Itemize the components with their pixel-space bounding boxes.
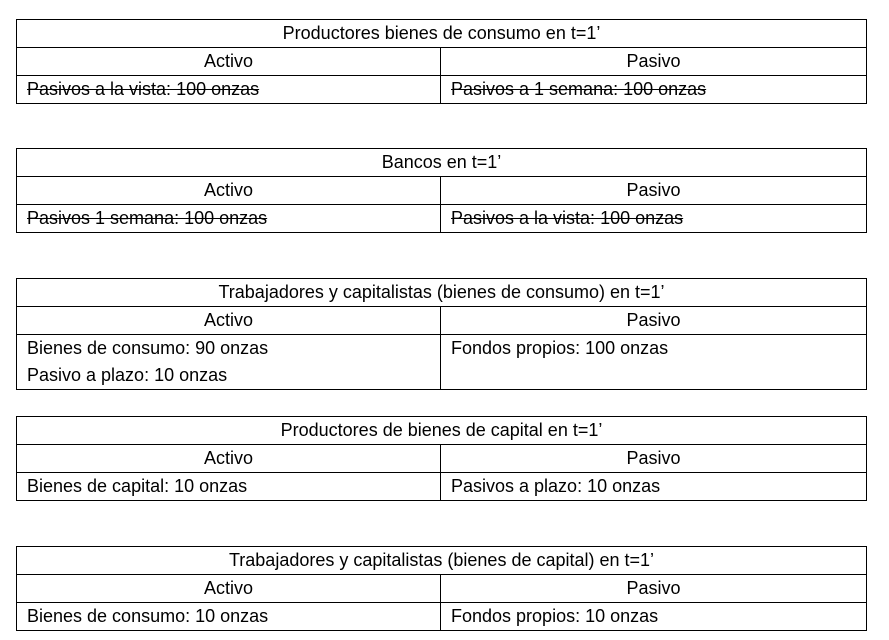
assets-header: Activo (17, 575, 441, 603)
assets-header: Activo (17, 445, 441, 473)
balance-sheet-consumer-workers-capitalists (16, 278, 867, 390)
assets-cell (17, 205, 441, 233)
liabilities-cell (441, 335, 867, 390)
liabilities-header: Pasivo (441, 48, 867, 76)
assets-cell (17, 473, 441, 501)
balance-sheet-capital-workers-capitalists (16, 546, 867, 631)
balance-sheet-consumer-goods-producers (16, 19, 867, 104)
asset-line: Pasivo a plazo: 10 onzas (27, 365, 228, 385)
asset-line: Bienes de consumo: 90 onzas (27, 338, 269, 358)
liabilities-header: Pasivo (441, 307, 867, 335)
liabilities-cell (441, 603, 867, 631)
liabilities-header: Pasivo (441, 445, 867, 473)
asset-line: Bienes de consumo: 10 onzas (27, 606, 269, 626)
liability-line: Fondos propios: 100 onzas (451, 338, 669, 358)
asset-line: Pasivos a la vista: 100 onzas (27, 79, 260, 99)
assets-header: Activo (17, 48, 441, 76)
liabilities-cell (441, 76, 867, 104)
liability-line: Pasivos a 1 semana: 100 onzas (451, 79, 707, 99)
assets-cell (17, 335, 441, 390)
liability-line: Pasivos a la vista: 100 onzas (451, 208, 684, 228)
balance-sheet-banks (16, 148, 867, 233)
liability-line: Fondos propios: 10 onzas (451, 606, 659, 626)
table-title: Productores de bienes de capital en t=1’ (17, 417, 867, 445)
table-title: Trabajadores y capitalistas (bienes de consumo) en t=1’ (17, 279, 867, 307)
asset-line: Pasivos 1 semana: 100 onzas (27, 208, 268, 228)
assets-header: Activo (17, 307, 441, 335)
table-title: Bancos en t=1’ (17, 149, 867, 177)
liabilities-cell (441, 205, 867, 233)
balance-sheet-capital-goods-producers (16, 416, 867, 501)
liabilities-cell (441, 473, 867, 501)
assets-cell (17, 76, 441, 104)
assets-cell (17, 603, 441, 631)
liability-line: Pasivos a plazo: 10 onzas (451, 476, 661, 496)
table-title: Productores bienes de consumo en t=1’ (17, 20, 867, 48)
assets-header: Activo (17, 177, 441, 205)
table-title: Trabajadores y capitalistas (bienes de capital) en t=1’ (17, 547, 867, 575)
asset-line: Bienes de capital: 10 onzas (27, 476, 248, 496)
liabilities-header: Pasivo (441, 575, 867, 603)
liabilities-header: Pasivo (441, 177, 867, 205)
